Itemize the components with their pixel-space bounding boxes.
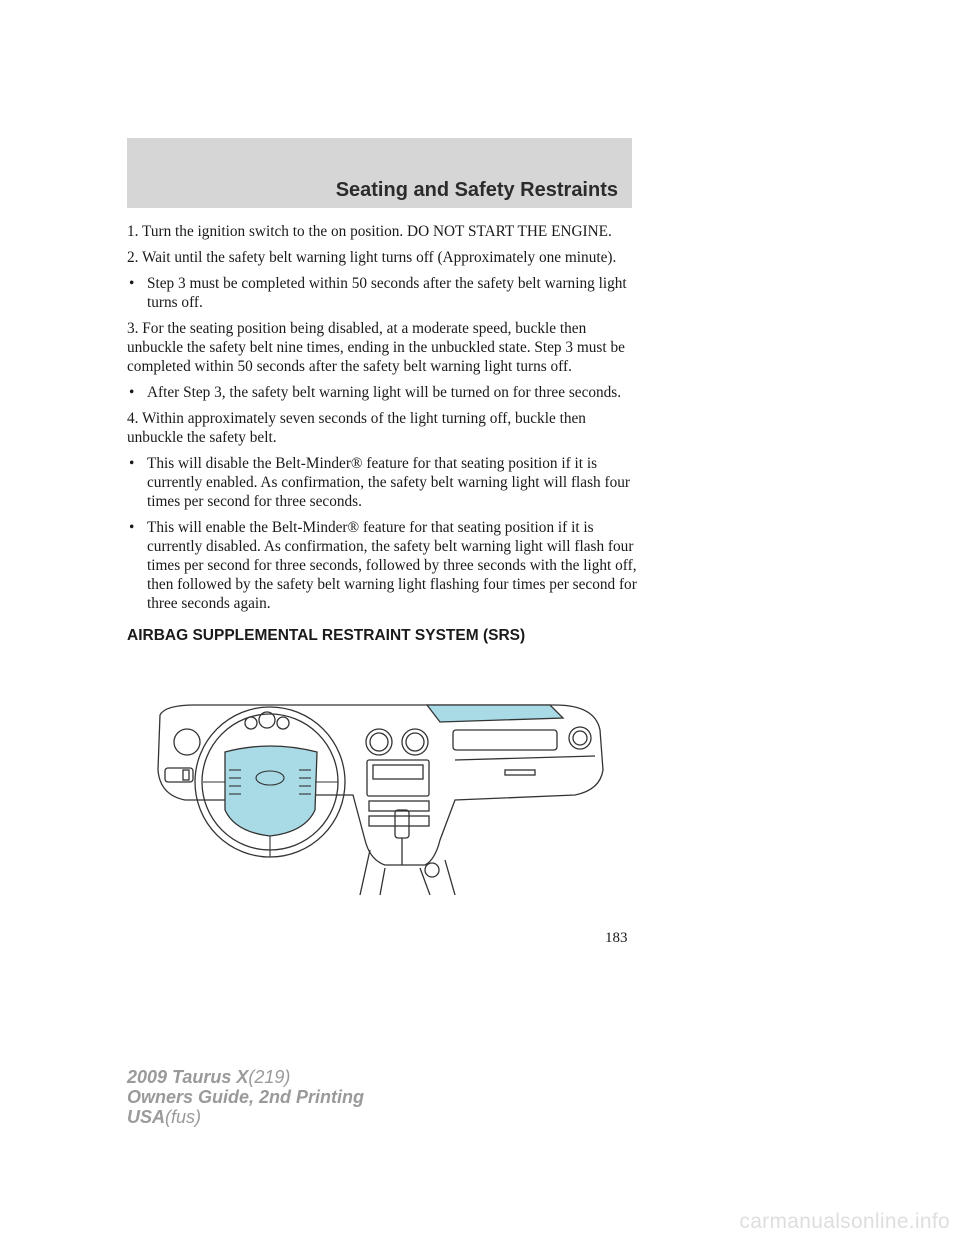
footer-region: USA — [127, 1107, 166, 1127]
bullet-dot: • — [129, 519, 135, 536]
step-1: 1. Turn the ignition switch to the on position. DO NOT START THE ENGINE. — [127, 223, 612, 240]
bullet-item — [127, 518, 637, 613]
watermark: carmanualsonline.info — [739, 1210, 950, 1233]
bullet-text: After Step 3, the safety belt warning light will be turned on for three seconds. — [147, 384, 622, 401]
bullet-dot: • — [129, 275, 135, 292]
step-2: 2. Wait until the safety belt warning light turns off (Approximately one minute). — [127, 249, 617, 266]
bullet-dot: • — [129, 455, 135, 472]
body-text — [127, 222, 637, 645]
page-number: 183 — [605, 930, 628, 946]
bullet-text: Step 3 must be completed within 50 seconds after the safety belt warning light turns off. — [147, 275, 627, 311]
footer — [127, 1067, 364, 1127]
section-title: Seating and Safety Restraints — [335, 179, 618, 201]
footer-line-1 — [127, 1067, 364, 1087]
footer-line-2: Owners Guide, 2nd Printing — [127, 1087, 365, 1107]
step-3: 3. For the seating position being disabled, at a moderate speed, buckle then unbuckle the safety belt nine times, ending in the unbuckled state. Step 3 must be completed within 50 seconds after the safety belt warning light turns off. — [127, 320, 625, 375]
bullet-text: This will disable the Belt-Minder® feature for that seating position if it is currently enabled. As confirmation, the safety belt warning light will flash four times per second for three seconds. — [147, 455, 630, 510]
footer-code: (219) — [248, 1067, 291, 1087]
section-header — [127, 138, 632, 208]
step-4: 4. Within approximately seven seconds of the light turning off, buckle then unbuckle the safety belt. — [127, 410, 586, 446]
bullet-dot: • — [129, 384, 135, 401]
section-heading: AIRBAG SUPPLEMENTAL RESTRAINT SYSTEM (SRS) — [127, 627, 526, 644]
bullet-item — [127, 454, 637, 511]
dashboard-airbag-illustration — [155, 690, 605, 900]
bullet-item — [127, 383, 637, 402]
footer-region-code: (fus) — [165, 1107, 202, 1127]
footer-model: 2009 Taurus X — [127, 1067, 249, 1087]
bullet-text: This will enable the Belt-Minder® feature for that seating position if it is currently disabled. As confirmation, the safety belt warning light will flash four times per second for three seconds, followed by three seconds with the light off, then followed by the safety belt warning light flashing four times per second for three seconds again. — [147, 519, 637, 612]
footer-line-3 — [127, 1107, 364, 1127]
bullet-item — [127, 274, 637, 312]
